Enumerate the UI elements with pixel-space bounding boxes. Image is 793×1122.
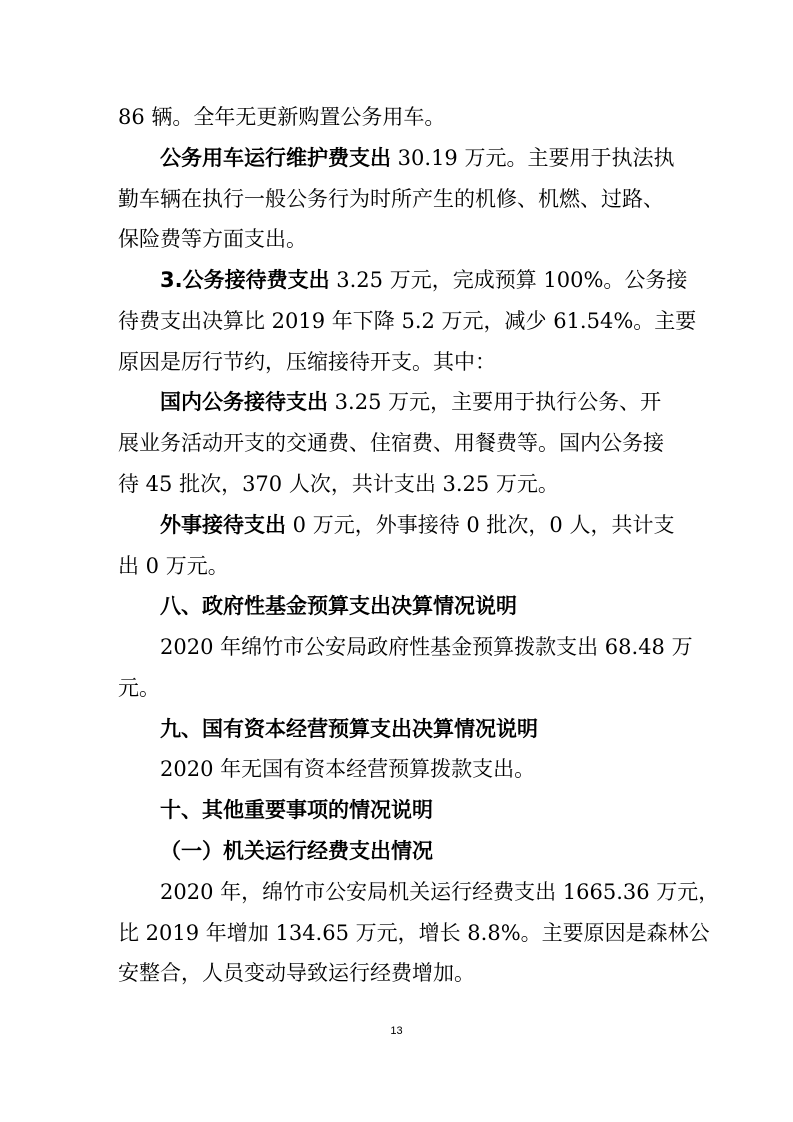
page-number: 13 <box>390 1025 403 1037</box>
section-heading: 九、国有资本经营预算支出决算情况说明 <box>160 716 538 741</box>
paragraph-line: 86 辆。全年无更新购置公务用车。 <box>118 105 446 129</box>
paragraph-line: 保险费等方面支出。 <box>118 227 307 252</box>
paragraph-line: 出 0 万元。 <box>118 553 229 578</box>
paragraph-line: 展业务活动开支的交通费、住宿费、用餐费等。国内公务接 <box>118 431 664 456</box>
paragraph-line: 勤车辆在执行一般公务行为时所产生的机修、机燃、过路、 <box>118 186 664 211</box>
paragraph-line: 原因是厉行节约，压缩接待开支。其中： <box>118 349 496 374</box>
paragraph-line: 2020 年，绵竹市公安局机关运行经费支出 1665.36 万元， <box>160 879 720 904</box>
paragraph-line: 国内公务接待支出 3.25 万元，主要用于执行公务、开 <box>160 390 662 415</box>
paragraph-line: 元。 <box>118 675 160 700</box>
section-heading: 八、政府性基金预算支出决算情况说明 <box>160 594 517 619</box>
section-heading: 十、其他重要事项的情况说明 <box>160 798 433 823</box>
paragraph-line: 比 2019 年增加 134.65 万元，增长 8.8%。主要原因是森林公 <box>118 920 710 945</box>
paragraph-line: 2020 年绵竹市公安局政府性基金预算拨款支出 68.48 万 <box>160 635 693 659</box>
paragraph-line: 待 45 批次，370 人次，共计支出 3.25 万元。 <box>118 472 559 496</box>
paragraph-line: 外事接待支出 0 万元，外事接待 0 批次，0 人，共计支 <box>160 512 675 537</box>
subsection-heading: （一）机关运行经费支出情况 <box>160 838 433 863</box>
paragraph-line: 待费支出决算比 2019 年下降 5.2 万元，减少 61.54%。主要 <box>118 308 697 333</box>
paragraph-line: 2020 年无国有资本经营预算拨款支出。 <box>160 757 536 782</box>
paragraph-line: 公务用车运行维护费支出 30.19 万元。主要用于执法执 <box>160 145 675 170</box>
paragraph-line: 安整合，人员变动导致运行经费增加。 <box>118 961 475 986</box>
paragraph-line: 3.公务接待费支出 3.25 万元，完成预算 100%。公务接 <box>160 268 688 293</box>
